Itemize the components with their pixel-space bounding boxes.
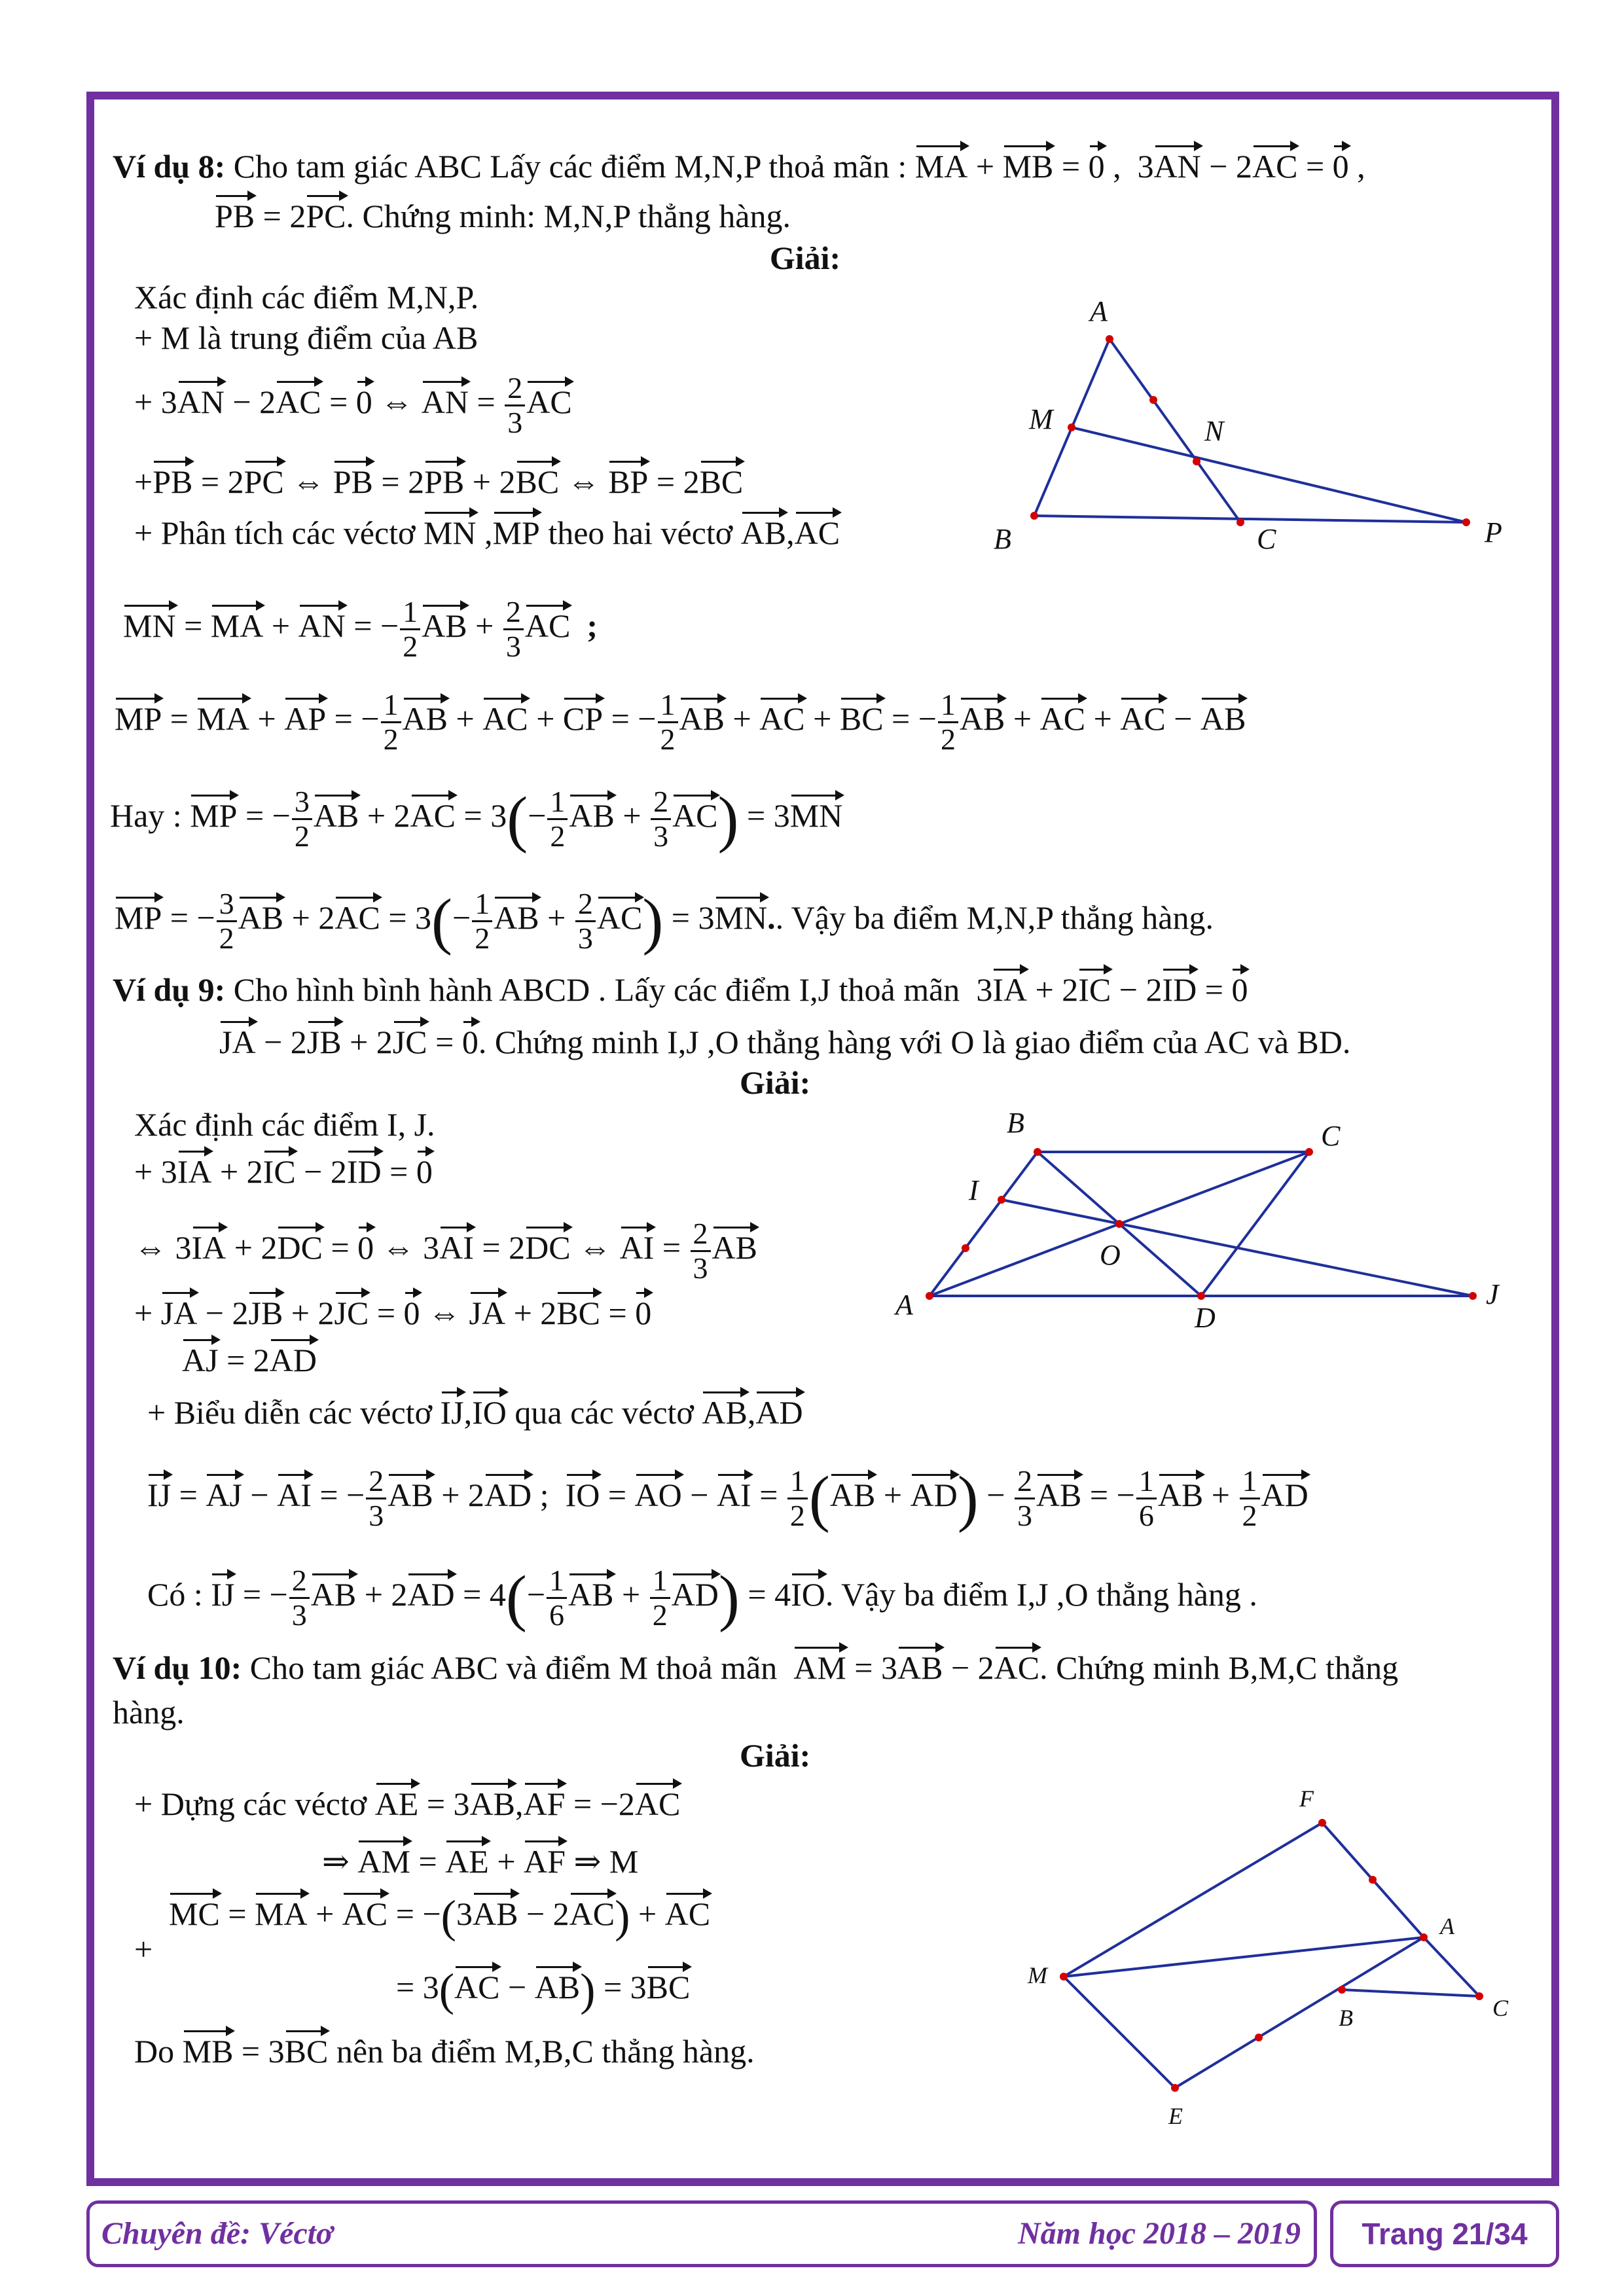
figure-triangle-bmc <box>1028 1767 1545 2134</box>
ex10-conclusion-a: Do <box>134 2033 175 2070</box>
point-b <box>1030 512 1038 520</box>
label-b: B <box>994 523 1011 555</box>
point-m <box>1068 423 1075 431</box>
point-c <box>1475 1992 1483 2000</box>
ex9-prove: . Chứng minh I,J ,O thẳng hàng với O là giao điểm của AC và BD. <box>478 1024 1351 1060</box>
ex9-co-label: Có : <box>147 1575 203 1613</box>
ex9-statement-2: JA − 2JB + 2JC = 0. Chứng minh I,J ,O thẳng hàng với O là giao điểm của AC và BD. <box>219 1018 1350 1062</box>
ex9-statement: Ví dụ 9: Cho hình bình hành ABCD . Lấy các điểm I,J thoả mãn 3IA + 2IC − 2ID = 0 <box>113 966 1248 1009</box>
ex10-solution-heading: Giải: <box>740 1737 811 1774</box>
ex8-step4: +PB = 2PC ⇔ PB = 2PB + 2BC ⇔ BP = 2BC <box>134 458 743 501</box>
label-n: N <box>1204 415 1224 447</box>
tick-point-1 <box>1369 1876 1377 1884</box>
ex10-prove: . Chứng minh B,M,C thẳng <box>1039 1649 1399 1686</box>
label-c: C <box>1321 1120 1341 1152</box>
label-m: M <box>1029 403 1053 435</box>
ex8-conclusion: . Vậy ba điểm M,N,P thẳng hàng. <box>775 899 1214 936</box>
figure-triangle-mnp <box>982 288 1538 563</box>
ex10-prove-2: hàng. <box>113 1694 185 1731</box>
ex10-step2: ⇒ AM = AE + AF ⇒ M <box>322 1838 638 1881</box>
ex10-plus: + <box>134 1931 153 1967</box>
ex9-prompt: Cho hình bình hành ABCD . Lấy các điểm I,J thoả mãn <box>233 971 960 1008</box>
ex9-step4: + JA − 2JB + 2JC = 0 ⇔ JA + 2BC = 0 <box>134 1289 651 1333</box>
point-b <box>1338 1986 1346 1994</box>
label-d: D <box>1195 1302 1216 1334</box>
ex8-eq-hay: Hay : MP = − $\frac{3}{2}$ AB + 2AC = 3(− $\frac{1}{2}$ AB + $\frac{2}{3}$ AC) = 3MN <box>110 783 843 854</box>
ex8-statement: Ví dụ 8: Cho tam giác ABC Lấy các điểm M,N,P thoả mãn : MA + MB = 0 , 3AN − 2AC = 0 , <box>113 143 1365 186</box>
point-a <box>926 1292 933 1300</box>
ex8-prove: . Chứng minh: M,N,P thẳng hàng. <box>346 198 791 234</box>
ex9-eq-ij-io: IJ = AJ − AI = − $\frac{2}{3}$ AB + 2AD ; IO = AO − AI = $\frac{1}{2}$ (AB + AD) − $\frac{2}{3}$ AB = − $\frac{1}{6}$ AB + $\frac{1}{2}$ AD <box>147 1463 1308 1534</box>
page-number: Trang 21/34 <box>1362 2217 1528 2251</box>
ex9-step6: + Biểu diễn các véctơ IJ,IO qua các véctơ AB,AD <box>147 1389 803 1432</box>
segment-ac <box>1424 1937 1479 1996</box>
ex8-prompt: Cho tam giác ABC Lấy các điểm M,N,P thoả mãn : <box>233 148 907 185</box>
label-i: I <box>969 1174 979 1206</box>
ex9-step1: Xác định các điểm I, J. <box>134 1106 435 1143</box>
footer-bar <box>86 2200 1317 2267</box>
footer-year: Năm học 2018 – 2019 <box>1018 2216 1301 2251</box>
label-e: E <box>1168 2103 1183 2129</box>
ex8-step5-a: + Phân tích các véctơ <box>134 514 416 551</box>
point-i <box>998 1196 1005 1204</box>
point-f <box>1318 1819 1326 1827</box>
point-j <box>1469 1292 1477 1300</box>
point-n <box>1193 457 1200 465</box>
ex9-step3: ⇔ 3IA + 2DC = 0 ⇔ 3AI = 2DC ⇔ AI = $\frac{2}{3}$ AB <box>134 1217 758 1285</box>
label-a: A <box>1440 1913 1454 1939</box>
label-j: J <box>1486 1278 1499 1310</box>
ex8-step1: Xác định các điểm M,N,P. <box>134 279 479 315</box>
ex8-step2: + M là trung điểm của AB <box>134 319 478 356</box>
figure-parallelogram <box>877 1106 1519 1355</box>
segment-me <box>1064 1977 1175 2088</box>
tick-point-2 <box>1255 2034 1263 2041</box>
ex8-solution-heading: Giải: <box>769 240 841 276</box>
ex9-step6-b: qua các véctơ <box>514 1394 694 1431</box>
footer-topic: Chuyên đề: Véctơ <box>101 2216 333 2251</box>
ex8-eq-mp: MP = MA + AP = − $\frac{1}{2}$ AB + AC + CP = − $\frac{1}{2}$ AB + AC + BC = − $\frac{1}{2}$ AB + AC + AC − AB <box>115 688 1246 756</box>
point-b <box>1034 1148 1041 1156</box>
ex10-step4: = 3(AC − AB) = 3BC <box>396 1964 690 2011</box>
point-d <box>1197 1292 1205 1300</box>
ex9-step6-a: + Biểu diễn các véctơ <box>147 1394 433 1431</box>
tick-point <box>1149 396 1157 404</box>
ex9-step2: + 3IA + 2IC − 2ID = 0 <box>134 1148 433 1191</box>
label-f: F <box>1299 1785 1314 1812</box>
ex8-eq-final: MP = − $\frac{3}{2}$ AB + 2AC = 3(− $\frac{1}{2}$ AB + $\frac{2}{3}$ AC) = 3MN.. Vậy ba điểm M,N,P thẳng hàng. <box>115 886 1214 956</box>
label-a: A <box>895 1289 913 1321</box>
ex8-eq-mn: MN = MA + AN = − $\frac{1}{2}$ AB + $\frac{2}{3}$ AC ; <box>123 595 598 663</box>
point-a <box>1420 1933 1428 1941</box>
ex9-step5: AJ = 2AD <box>182 1336 317 1380</box>
point-c <box>1305 1148 1313 1156</box>
ex8-statement-2: PB = 2PC. Chứng minh: M,N,P thẳng hàng. <box>215 192 791 236</box>
ex8-step3: + 3AN − 2AC = 0 ⇔ AN = $\frac{2}{3}$ AC <box>134 371 572 439</box>
label-p: P <box>1485 516 1502 548</box>
ex10-prompt: Cho tam giác ABC và điểm M thoả mãn <box>249 1649 778 1686</box>
ex10-step1-label: + Dựng các véctơ <box>134 1785 367 1822</box>
ex10-step3: MC = MA + AC = −(3AB − 2AC) + AC <box>169 1890 710 1937</box>
label-m: M <box>1028 1962 1047 1988</box>
segment-bp <box>1034 516 1466 522</box>
point-m <box>1060 1973 1068 1981</box>
label-o: O <box>1100 1239 1121 1271</box>
label-b: B <box>1007 1107 1024 1139</box>
segment-ij <box>1001 1200 1473 1296</box>
label-c: C <box>1492 1995 1509 2021</box>
ex10-conclusion: Do MB = 3BC nên ba điểm M,B,C thẳng hàng. <box>134 2028 755 2071</box>
ex10-step1: + Dựng các véctơ AE = 3AB,AF = −2AC <box>134 1780 680 1823</box>
ex9-eq-final: Có : IJ = − $\frac{2}{3}$ AB + 2AD = 4(− $\frac{1}{6}$ AB + $\frac{1}{2}$ AD) = 4IO. Vậy ba điểm I,J ,O thẳng hàng . <box>147 1562 1257 1633</box>
point-o <box>1115 1220 1123 1228</box>
ex10-title: Ví dụ 10: <box>113 1649 242 1686</box>
ex8-hay-label: Hay : <box>110 797 182 834</box>
ex8-step5: + Phân tích các véctơ MN ,MP theo hai véctơ AB,AC <box>134 509 840 552</box>
label-a: A <box>1090 295 1108 327</box>
ex8-title: Ví dụ 8: <box>113 148 226 185</box>
tick-point <box>962 1244 969 1252</box>
segment-mp <box>1072 427 1466 522</box>
ex9-title: Ví dụ 9: <box>113 971 226 1008</box>
ex9-conclusion: . Vậy ba điểm I,J ,O thẳng hàng . <box>825 1575 1257 1613</box>
label-b: B <box>1339 2005 1353 2031</box>
point-a <box>1106 335 1113 343</box>
ex10-statement: Ví dụ 10: Cho tam giác ABC và điểm M thoả mãn AM = 3AB − 2AC. Chứng minh B,M,C thẳng <box>113 1644 1398 1687</box>
page-number-box <box>1330 2200 1559 2267</box>
label-c: C <box>1257 523 1276 555</box>
segment-bc <box>1342 1990 1479 1996</box>
point-c <box>1236 518 1244 526</box>
point-p <box>1462 518 1470 526</box>
ex8-step5-b: theo hai véctơ <box>548 514 733 551</box>
point-e <box>1171 2084 1179 2092</box>
ex9-solution-heading: Giải: <box>740 1064 811 1101</box>
ex10-conclusion-b: nên ba điểm M,B,C thẳng hàng. <box>336 2033 755 2070</box>
